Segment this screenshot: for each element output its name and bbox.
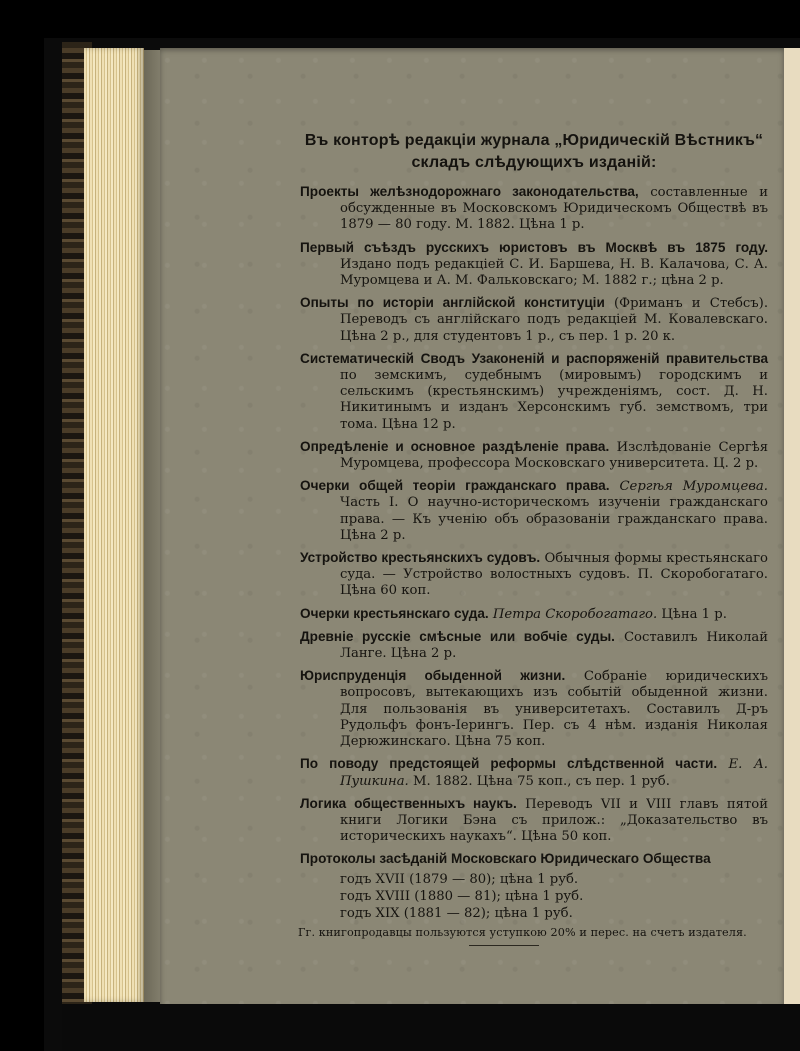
publication-title: По поводу предстоящей реформы слѣдственной части.: [300, 756, 718, 772]
publication-entry: [300, 295, 768, 345]
publication-details: составленные и обсужденные въ Московскомъ Юридическомъ Обществѣ въ 1879 — 80 году. М. 1882. Цѣна 1 р.: [340, 185, 769, 233]
page-heading: [300, 130, 768, 174]
next-page-edge: [784, 48, 800, 1006]
publication-author: Петра Скоробогатаго.: [488, 606, 658, 622]
page-stack-edge: [84, 48, 144, 1002]
advertisement-text: [300, 130, 768, 946]
bookseller-note: Гг. книгопродавцы пользуются уступкою 20% и перес. на счетъ издателя.: [298, 925, 747, 939]
publication-title: Юриспруденція обыденной жизни.: [300, 668, 566, 684]
publication-title: Очерки общей теоріи гражданскаго права.: [300, 478, 610, 494]
closing-rule: [469, 945, 539, 946]
publication-entry: [300, 351, 768, 433]
publication-title: Протоколы засѣданій Московскаго Юридическаго Общества: [300, 851, 711, 867]
publication-entry: [300, 550, 768, 600]
publication-title: Систематическій Сводъ Узаконеній и распоряженій правительства: [300, 350, 768, 366]
publication-entry: [300, 184, 768, 234]
publication-details: Обычныя формы крестьянскаго суда. — Устройство волостныхъ судовъ. П. Скоробогатаго. Цѣна 60 коп.: [340, 551, 768, 599]
protocol-row: годъ XVII (1879 — 80); цѣна 1 руб.: [340, 871, 579, 887]
publication-details: Переводъ VII и VIII главъ пятой книги Логики Бэна съ прилож.: „Доказательство въ историческихъ наукахъ“. Цѣна 50 коп.: [340, 796, 769, 845]
scan-bottom-band: [62, 1004, 800, 1051]
publication-author: Е. А. Пушкина.: [340, 757, 768, 789]
protocol-list: [300, 871, 768, 922]
publication-entry: [300, 629, 768, 662]
publication-title: Устройство крестьянскихъ судовъ.: [300, 550, 541, 566]
publication-entry: [300, 756, 768, 789]
publication-title: Древніе русскіе смѣсные или вобчіе суды.: [300, 628, 615, 644]
publication-entry: [300, 478, 768, 544]
publication-title: Логика общественныхъ наукъ.: [300, 795, 517, 811]
publication-entry: [300, 240, 768, 290]
heading-line-2: складъ слѣдующихъ изданій:: [411, 154, 657, 171]
publication-entry: [300, 851, 768, 868]
publication-entry: [300, 668, 768, 750]
publication-details: Изслѣдованіе Сергѣя Муромцева, профессора Московскаго университета. Ц. 2 р.: [340, 439, 769, 472]
publication-entry: [300, 439, 768, 472]
publication-details: Цѣна 1 р.: [657, 606, 727, 622]
publication-details: по земскимъ, судебнымъ (мировымъ) городскимъ и сельскимъ (крестьянскимъ) учрежденіямъ, сост. Д. Н. Никитинымъ и изданъ Херсонскимъ губ. земствомъ, три тома. Цѣна 12 р.: [340, 368, 768, 432]
publication-author: Сергѣя Муромцева.: [609, 479, 768, 495]
publication-title: Опыты по исторіи англійской конституціи: [300, 295, 605, 311]
publication-title: Очерки крестьянскаго суда.: [300, 605, 489, 621]
publication-details: Часть I. О научно-историческомъ изученіи гражданскаго права. — Къ ученію объ образованіи гражданскаго права. Цѣна 2 р.: [340, 495, 768, 543]
heading-line-1: Въ конторѣ редакціи журнала „Юридическій Вѣстникъ“: [304, 132, 764, 149]
publication-details: Издано подъ редакціей С. И. Баршева, Н. В. Калачова, С. А. Муромцева и А. М. Фальковскаго; М. 1882 г.; цѣна 2 р.: [340, 256, 768, 289]
publication-details: М. 1882. Цѣна 75 коп., съ пер. 1 руб.: [408, 773, 670, 789]
publication-details: Составилъ Николай Ланге. Цѣна 2 р.: [340, 629, 768, 662]
publication-title: Проекты желѣзнодорожнаго законодательства,: [300, 184, 639, 199]
publication-entry: [300, 606, 768, 623]
publication-title: Опредѣленіе и основное раздѣленіе права.: [300, 438, 610, 454]
publication-details: (Фриманъ и Стебсъ). Переводъ съ англійскаго подъ редакціей М. Ковалевскаго. Цѣна 2 р., для студентовъ 1 р., съ пер. 1 р. 20 к.: [340, 296, 769, 344]
publication-entry: [300, 796, 768, 846]
publication-list: [300, 184, 768, 869]
publication-title: Первый съѣздъ русскихъ юристовъ въ Москвѣ въ 1875 году.: [300, 239, 768, 255]
protocol-row: годъ XIX (1881 — 82); цѣна 1 руб.: [340, 905, 573, 921]
protocol-row: годъ XVIII (1880 — 81); цѣна 1 руб.: [340, 888, 584, 904]
publication-details: Собраніе юридическихъ вопросовъ, вытекающихъ изъ событій обыденной жизни. Для пользованія въ университетахъ. Составилъ Д-ръ Рудольфъ фонъ-Іерингъ. Пер. съ 4 нѣм. изданія Николая Дерюжинскаго. Цѣна 75 коп.: [340, 669, 768, 750]
